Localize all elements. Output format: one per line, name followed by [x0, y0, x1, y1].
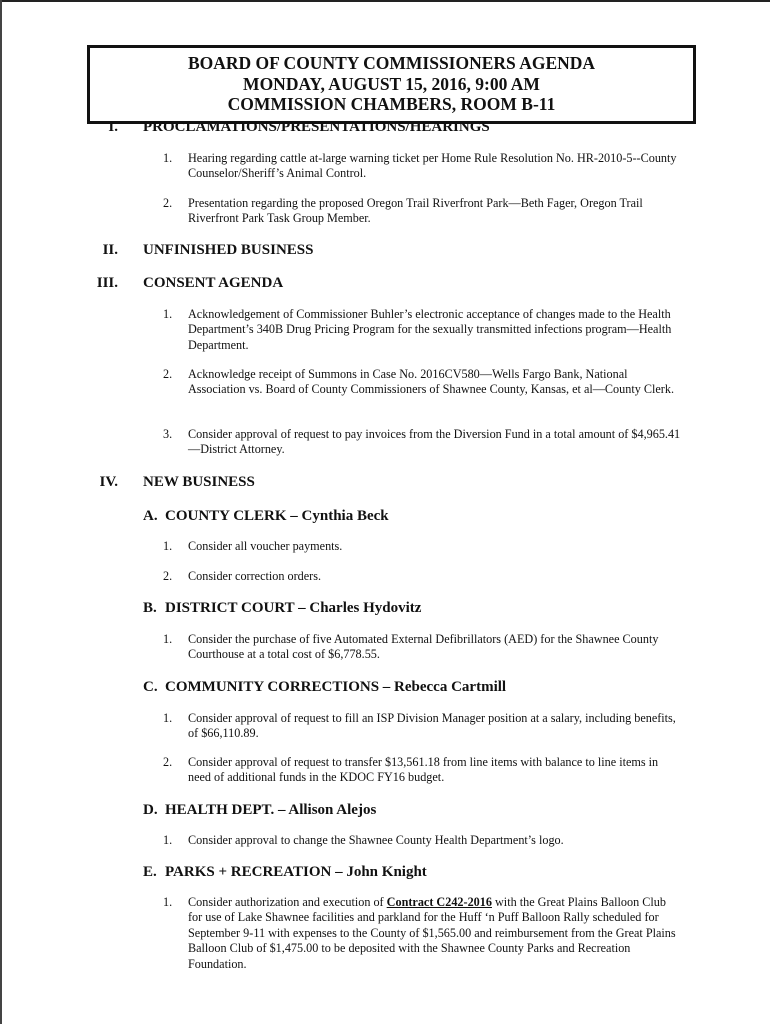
- item-text: Consider all voucher payments.: [188, 539, 343, 553]
- agenda-item: [163, 427, 683, 458]
- item-text: Acknowledge receipt of Summons in Case No. 2016CV580—Wells Fargo Bank, National Association vs. Board of County Commissioners of Shawnee County, Kansas, et al—County Clerk.: [188, 367, 674, 397]
- section-numeral: II.: [102, 242, 118, 258]
- item-number: 3.: [163, 427, 173, 441]
- subsection-title: COUNTY CLERK – Cynthia Beck: [165, 508, 389, 524]
- item-number: 1.: [163, 307, 173, 321]
- item-text: Consider approval of request to fill an ISP Division Manager position at a salary, including benefits, of $66,110.89.: [188, 711, 676, 741]
- item-text-rest: with the Great Plains Balloon Club for use of Lake Shawnee facilities and parkland for the Huff ‘n Puff Balloon Rally scheduled for September 9-11 with expenses to the County of $1,565.00 and reimbursement from the Great Plains Balloon Club of $1,475.00 to be deposited with the Shawnee County Parks and Recreation Foundation.: [188, 895, 676, 971]
- section-title: UNFINISHED BUSINESS: [143, 242, 314, 258]
- item-text-lead: Consider authorization and execution of: [188, 895, 387, 909]
- subsection-health-dept: [143, 802, 376, 819]
- agenda-item: [163, 569, 683, 584]
- item-text: Consider the purchase of five Automated External Defibrillators (AED) for the Shawnee County Courthouse at a total cost of $6,778.55.: [188, 632, 659, 662]
- subsection-title: COMMUNITY CORRECTIONS – Rebecca Cartmill: [165, 679, 507, 695]
- section-numeral: I.: [108, 119, 118, 135]
- item-number: 1.: [163, 711, 173, 725]
- subsection-community-corrections: [143, 679, 506, 696]
- subsection-letter: D.: [143, 802, 158, 818]
- subsection-letter: A.: [143, 508, 158, 524]
- item-number: 2.: [163, 196, 173, 210]
- agenda-item: [163, 539, 683, 554]
- item-text: Consider approval to change the Shawnee County Health Department’s logo.: [188, 833, 564, 847]
- meeting-date: MONDAY, AUGUST 15, 2016, 9:00 AM: [243, 73, 540, 94]
- item-text: Acknowledgement of Commissioner Buhler’s electronic acceptance of changes made to the Health Department’s 340B Drug Pricing Program for the sexually transmitted infections program—Health Department.: [188, 307, 672, 352]
- item-text: Consider approval of request to pay invoices from the Diversion Fund in a total amount of $4,965.41—District Attorney.: [188, 427, 681, 457]
- item-number: 2.: [163, 367, 173, 381]
- subsection-title: DISTRICT COURT – Charles Hydovitz: [165, 600, 422, 616]
- subsection-title: HEALTH DEPT. – Allison Alejos: [165, 802, 377, 818]
- item-number: 1.: [163, 895, 173, 909]
- item-number: 1.: [163, 539, 173, 553]
- subsection-letter: B.: [143, 600, 157, 616]
- subsection-title: PARKS + RECREATION – John Knight: [165, 864, 427, 880]
- item-number: 1.: [163, 632, 173, 646]
- agenda-header-box: [87, 45, 696, 124]
- item-number: 1.: [163, 833, 173, 847]
- subsection-district-court: [143, 600, 421, 617]
- contract-reference: Contract C242-2016: [386, 895, 492, 909]
- subsection-parks-recreation: [143, 864, 427, 881]
- item-text: [188, 895, 683, 972]
- agenda-item: [163, 755, 683, 786]
- section-title: NEW BUSINESS: [143, 474, 255, 490]
- item-number: 1.: [163, 151, 173, 165]
- agenda-item: [163, 151, 683, 182]
- item-number: 2.: [163, 755, 173, 769]
- item-text: Consider correction orders.: [188, 569, 322, 583]
- agenda-item: [163, 307, 683, 353]
- section-title: CONSENT AGENDA: [143, 275, 284, 291]
- item-number: 2.: [163, 569, 173, 583]
- page-left-border: [0, 0, 2, 1024]
- agenda-item: [163, 711, 683, 742]
- agenda-title: BOARD OF COUNTY COMMISSIONERS AGENDA: [187, 53, 596, 73]
- item-text: Consider approval of request to transfer $13,561.18 from line items with balance to line items in need of additional funds in the KDOC FY16 budget.: [188, 755, 659, 785]
- agenda-item: [163, 895, 683, 972]
- agenda-item: [163, 196, 683, 227]
- item-text: Hearing regarding cattle at-large warning ticket per Home Rule Resolution No. HR-2010-5--County Counselor/Sheriff’s Animal Control.: [188, 151, 677, 181]
- item-text: Presentation regarding the proposed Oregon Trail Riverfront Park—Beth Fager, Oregon Trail Riverfront Park Task Group Member.: [188, 196, 643, 226]
- subsection-letter: C.: [143, 679, 158, 695]
- meeting-location: COMMISSION CHAMBERS, ROOM B-11: [227, 94, 556, 114]
- section-title: PROCLAMATIONS/PRESENTATIONS/HEARINGS: [143, 119, 490, 135]
- agenda-item: [163, 833, 683, 848]
- subsection-letter: E.: [143, 864, 157, 880]
- agenda-item: [163, 367, 683, 398]
- section-numeral: III.: [96, 275, 118, 291]
- subsection-county-clerk: [143, 508, 389, 525]
- page-top-border: [0, 0, 770, 2]
- agenda-item: [163, 632, 683, 663]
- section-numeral: IV.: [99, 474, 118, 490]
